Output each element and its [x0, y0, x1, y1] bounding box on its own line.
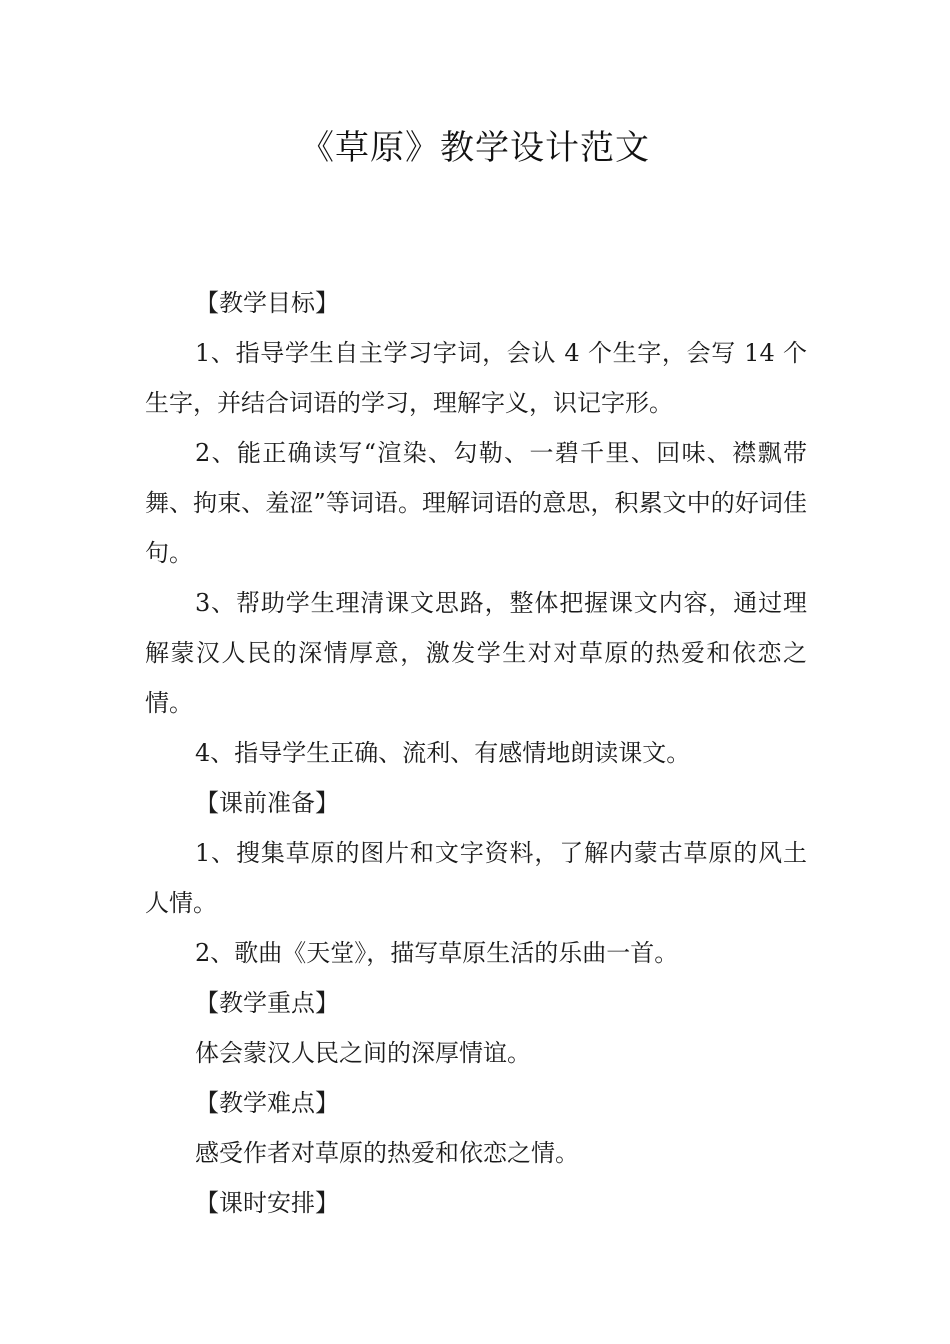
document-body — [145, 278, 807, 1228]
objective-3: 3、帮助学生理清课文思路，整体把握课文内容，通过理解蒙汉人民的深情厚意，激发学生对对草原的热爱和依恋之情。 — [145, 589, 807, 717]
key-point-text: 体会蒙汉人民之间的深厚情谊。 — [195, 1039, 531, 1067]
objective-2: 2、能正确读写“渲染、勾勒、一碧千里、回味、襟飘带舞、拘束、羞涩”等词语。理解词语的意思，积累文中的好词佳句。 — [145, 439, 807, 567]
section-heading-difficulty: 【教学难点】 — [195, 1089, 339, 1117]
section-heading-preparation: 【课前准备】 — [195, 789, 339, 817]
objective-1: 1、指导学生自主学习字词，会认 4 个生字，会写 14 个生字，并结合词语的学习，理解字义，识记字形。 — [145, 339, 807, 417]
section-heading-key-point: 【教学重点】 — [195, 989, 339, 1017]
preparation-1: 1、搜集草原的图片和文字资料，了解内蒙古草原的风土人情。 — [145, 839, 807, 917]
section-heading-objectives: 【教学目标】 — [195, 289, 339, 317]
document-title: 《草原》教学设计范文 — [300, 128, 650, 168]
preparation-2: 2、歌曲《天堂》，描写草原生活的乐曲一首。 — [195, 939, 679, 967]
section-heading-schedule: 【课时安排】 — [195, 1189, 339, 1217]
difficulty-text: 感受作者对草原的热爱和依恋之情。 — [195, 1139, 579, 1167]
objective-4: 4、指导学生正确、流利、有感情地朗读课文。 — [195, 739, 691, 767]
